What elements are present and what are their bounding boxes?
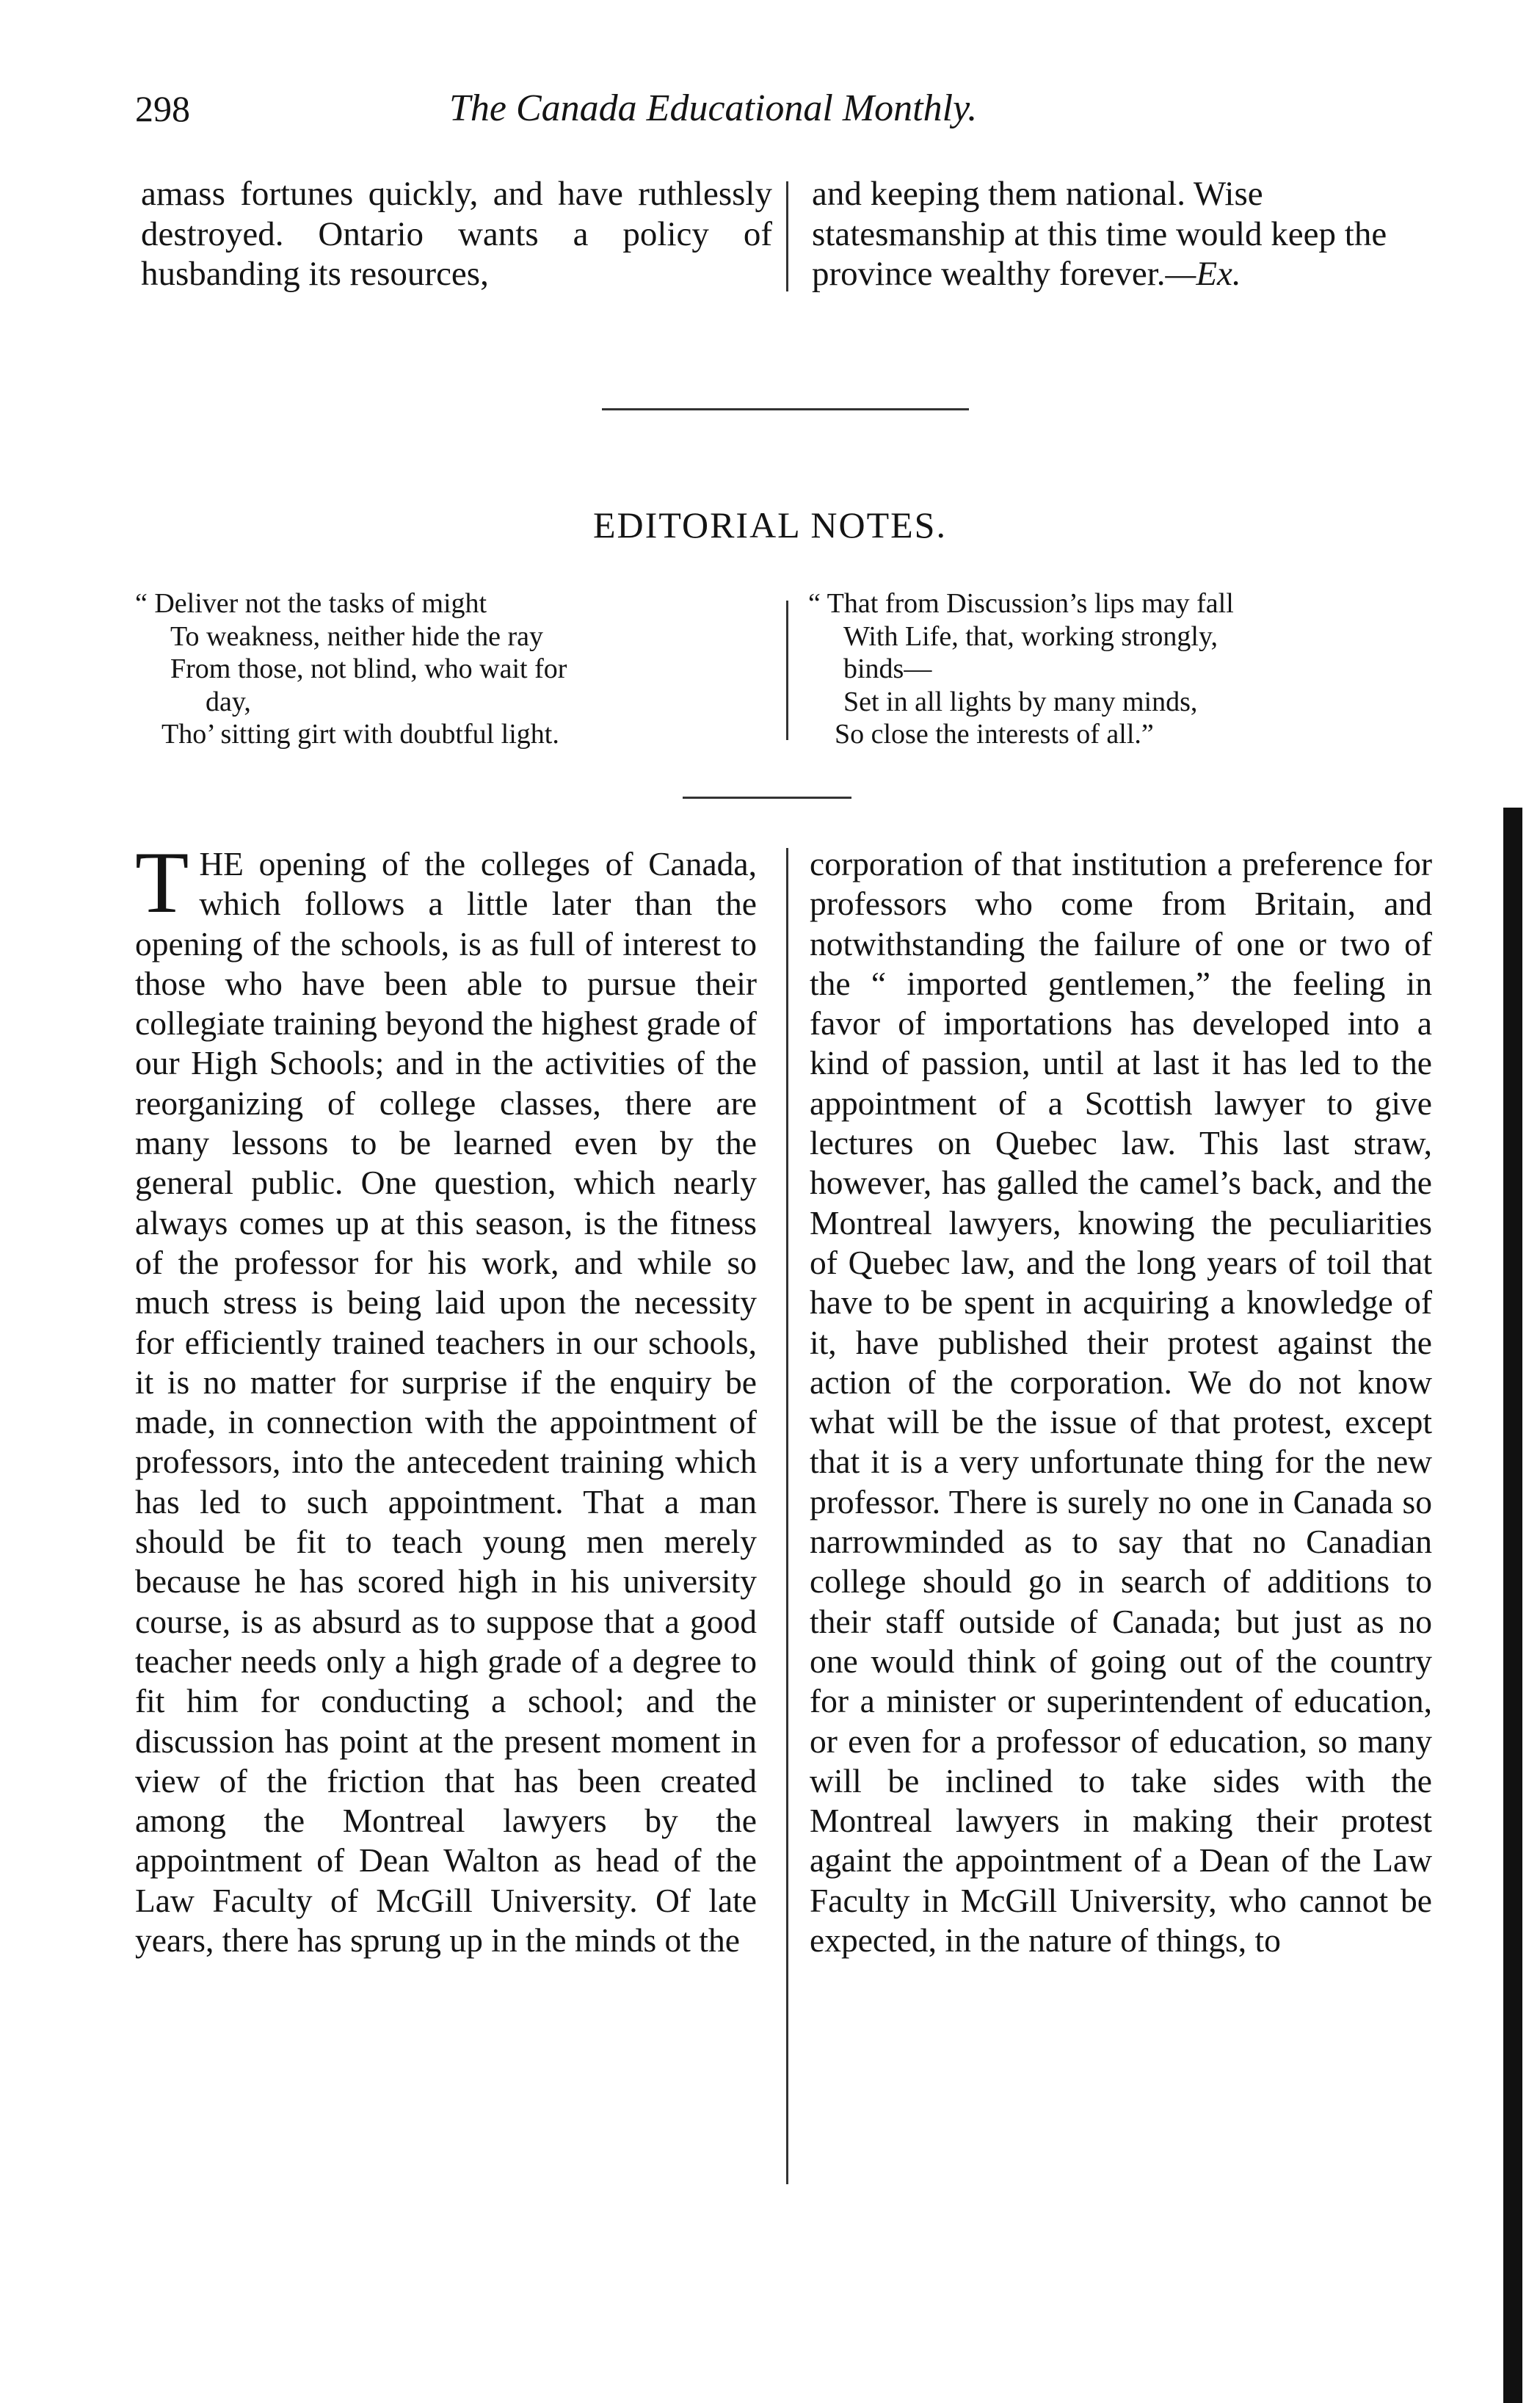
carryover-right-text bbox=[812, 174, 1436, 294]
epigraph-line: From those, not blind, who wait for bbox=[170, 653, 567, 684]
epigraph-column-rule bbox=[786, 601, 788, 740]
epigraph-line: “ Deliver not the tasks of might bbox=[135, 588, 487, 619]
article-column-rule bbox=[786, 848, 788, 2184]
epigraph-line: With Life, that, working strongly, bbox=[843, 620, 1218, 652]
epigraph-line: So close the interests of all.” bbox=[835, 719, 1154, 750]
carryover-source: —Ex. bbox=[1165, 255, 1241, 293]
epigraph-line: To weakness, neither hide the ray bbox=[170, 620, 544, 652]
scan-edge-bar bbox=[1503, 808, 1522, 2403]
epigraph-divider bbox=[683, 797, 851, 799]
epigraph-line: day, bbox=[206, 686, 251, 717]
drop-cap: T bbox=[135, 833, 189, 931]
article-right-text: corporation of that institution a preference for professors who come from Britain, and notwithstanding the failure of one or two of the “ imported gentlemen,” the feeling in favor of importations has developed into a kind of passion, until at last it has led to the appointment of a Scottish lawyer to give lectures on Quebec law. This last straw, however, has galled the camel’s back, and the Montreal lawyers, knowing the peculiarities of Quebec law, and the long years of toil that have to be spent in acquiring a knowledge of it, have published their protest against the action of the corporation. We do not know what will be the issue of that protest, except that it is a very unfortunate thing for the new professor. There is surely no one in Canada so narrowminded as to say that no Canadian college should go in search of additions to their staff outside of Canada; but just as no one would think of going out of the country for a minister or superintendent of education, or even for a professor of education, so many will be inclined to take sides with the Montreal lawyers in making their protest againt the appointment of a Dean of the Law Faculty in McGill University, who cannot be expected, in the nature of things, to bbox=[810, 845, 1432, 1960]
epigraph-right bbox=[808, 587, 1439, 751]
epigraph-line: “ That from Discussion’s lips may fall bbox=[808, 588, 1234, 619]
epigraph-line: binds— bbox=[843, 653, 932, 684]
article-left-body: HE opening of the colleges of Canada, which follows a little later than the opening of the schools, is as full of interest to those who have been able to pursue their collegiate training beyond the highest grade of our High Schools; and in the activities of the reorganizing of college classes, there are many lessons to be learned even by the general public. One question, which nearly always comes up at this season, is the fitness of the professor for his work, and while so much stress is being laid upon the necessity for efficiently trained teachers in our schools, it is no matter for surprise if the enquiry be made, in connection with the appointment of professors, into the antecedent training which has led to such appointment. That a man should be fit to teach young men merely because he has scored high in his university course, is as absurd as to suppose that a good teacher needs only a high grade of a degree to fit him for conducting a school; and the discussion has point at the present moment in view of the friction that has been created among the Montreal lawyers by the appointment of Dean Walton as head of the Law Faculty of McGill University. Of late years, there has sprung up in the minds ot the bbox=[135, 845, 757, 1960]
page-number: 298 bbox=[135, 88, 190, 129]
section-divider bbox=[602, 408, 969, 410]
carryover-left-text: amass fortunes quickly, and have ruthlessly destroyed. Ontario wants a policy of husbanding its resources, bbox=[141, 175, 772, 293]
carryover-column-rule bbox=[786, 181, 788, 291]
carryover-right-body: and keeping them national. Wise statesmanship at this time would keep the province wealthy forever. bbox=[812, 175, 1387, 293]
epigraph-line: Tho’ sitting girt with doubtful light. bbox=[161, 719, 559, 750]
running-head: The Canada Educational Monthly. bbox=[449, 87, 978, 129]
article-left-column bbox=[135, 833, 757, 1960]
article-left-text bbox=[135, 833, 757, 1960]
section-title: EDITORIAL NOTES. bbox=[593, 504, 947, 546]
carryover-left-column bbox=[141, 174, 772, 294]
epigraph-line: Set in all lights by many minds, bbox=[843, 686, 1198, 717]
carryover-right-column bbox=[812, 174, 1436, 294]
article-right-column bbox=[810, 844, 1432, 1960]
epigraph-left bbox=[135, 587, 766, 751]
